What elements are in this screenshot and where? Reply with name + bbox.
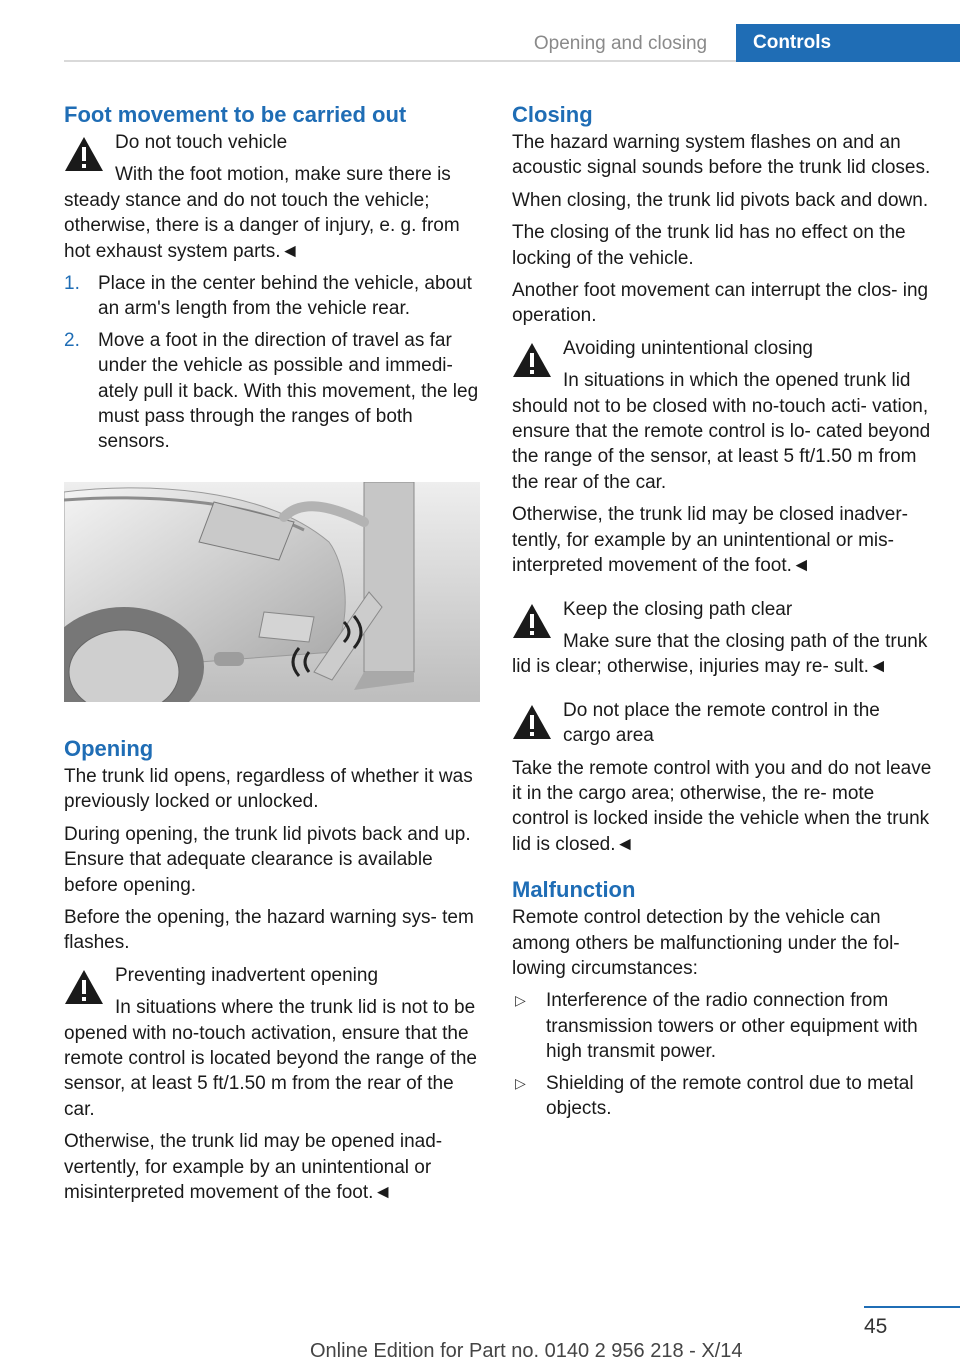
warning-closing-path: [512, 597, 932, 680]
header-chapter-tab: Controls: [736, 24, 960, 62]
list-item: ▷ Interference of the radio connection from transmission towers or other equipment with high transmit power.: [515, 990, 918, 1063]
left-column: [64, 100, 480, 1212]
heading-malfunction: Malfunction: [512, 877, 636, 903]
warning-body: With the foot motion, make sure there is steady stance and do not touch the vehicle; otherwise, there is a danger of injury, e. g. from hot exhaust system parts.◄: [64, 164, 460, 262]
paragraph: Remote control detection by the vehicle can among others be malfunctioning under the fol‐ lowing circumstances:: [512, 907, 900, 979]
warning-triangle-icon: [512, 704, 552, 740]
warning-unintentional-closing: [512, 336, 932, 495]
paragraph: Otherwise, the trunk lid may be closed inadver‐ tently, for example by an unintentional or mis‐ interpreted movement of the foot.◄: [512, 504, 909, 577]
heading-closing: Closing: [512, 102, 593, 127]
warning-title: Do not place the remote control in the cargo area: [563, 699, 880, 747]
warning-body: In situations where the trunk lid is not to be opened with no-touch activation, ensure that the remote control is located beyond the range of the sensor, at least 5 ft/1.50 m from the rear of the car.: [64, 997, 477, 1120]
malfunction-list: [512, 988, 932, 1121]
paragraph: Before the opening, the hazard warning sys‐ tem flashes.: [64, 906, 474, 954]
warning-title: Preventing inadvertent opening: [115, 964, 379, 986]
header-section-tab: Opening and closing: [533, 33, 708, 54]
warning-remote-cargo: [512, 698, 932, 857]
footer-rule: [864, 1306, 960, 1308]
warning-triangle-icon: [512, 603, 552, 639]
paragraph: The hazard warning system flashes on and an acoustic signal sounds before the trunk lid closes.: [512, 132, 931, 179]
paragraph: Otherwise, the trunk lid may be opened inad‐ vertently, for example by an unintentional or misinterpreted movement of the foot.◄: [64, 1131, 443, 1203]
paragraph: The trunk lid opens, regardless of whether it was previously locked or unlocked.: [64, 765, 473, 813]
paragraph: Another foot movement can interrupt the clos‐ ing operation.: [512, 280, 929, 327]
paragraph: The closing of the trunk lid has no effect on the locking of the vehicle.: [512, 222, 906, 269]
heading-opening: Opening: [64, 735, 154, 761]
warning-title: Do not touch vehicle: [115, 132, 288, 153]
warning-do-not-touch: [64, 130, 480, 264]
trunk-foot-illustration: [64, 482, 480, 702]
heading-foot-movement: Foot movement to be carried out: [64, 102, 407, 127]
list-item: ▷ Shielding of the remote control due to metal objects.: [515, 1072, 914, 1119]
bullet-triangle-icon: ▷: [515, 1074, 526, 1091]
bullet-triangle-icon: ▷: [515, 992, 526, 1009]
list-item: 2. Move a foot in the direction of travel as far under the vehicle as possible and immedi‐ ately pull it back. With this movement, the leg must pass through the ranges of both sensors.: [64, 329, 479, 453]
warning-triangle-icon: [64, 136, 104, 172]
page-number: 45: [864, 1315, 888, 1338]
list-item: 1. Place in the center behind the vehicle, about an arm's length from the vehicle rear.: [64, 273, 472, 320]
warning-body: Make sure that the closing path of the trunk lid is clear; otherwise, injuries may re‐ sult.◄: [512, 630, 928, 678]
warning-body: In situations in which the opened trunk lid should not to be closed with no-touch acti‐ vation, ensure that the remote control is lo‐ cated beyond the range of the sensor, at least 5 ft/1.50 m from the rear of the car.: [512, 370, 931, 493]
paragraph: During opening, the trunk lid pivots back and up. Ensure that adequate clearance is available before opening.: [64, 823, 471, 896]
right-column: [512, 100, 932, 1128]
warning-triangle-icon: [512, 342, 552, 378]
steps-list: [64, 271, 480, 455]
warning-title: Keep the closing path clear: [563, 598, 793, 620]
paragraph: When closing, the trunk lid pivots back and down.: [512, 189, 929, 211]
warning-body: Take the remote control with you and do not leave it in the cargo area; otherwise, the re‐ mote control is locked inside the vehicle when the trunk lid is closed.◄: [512, 757, 932, 855]
edition-note: Online Edition for Part no. 0140 2 956 218 - X/14: [310, 1340, 743, 1362]
warning-triangle-icon: [64, 969, 104, 1005]
warning-title: Avoiding unintentional closing: [563, 337, 813, 359]
warning-inadvertent-opening: [64, 963, 480, 1122]
